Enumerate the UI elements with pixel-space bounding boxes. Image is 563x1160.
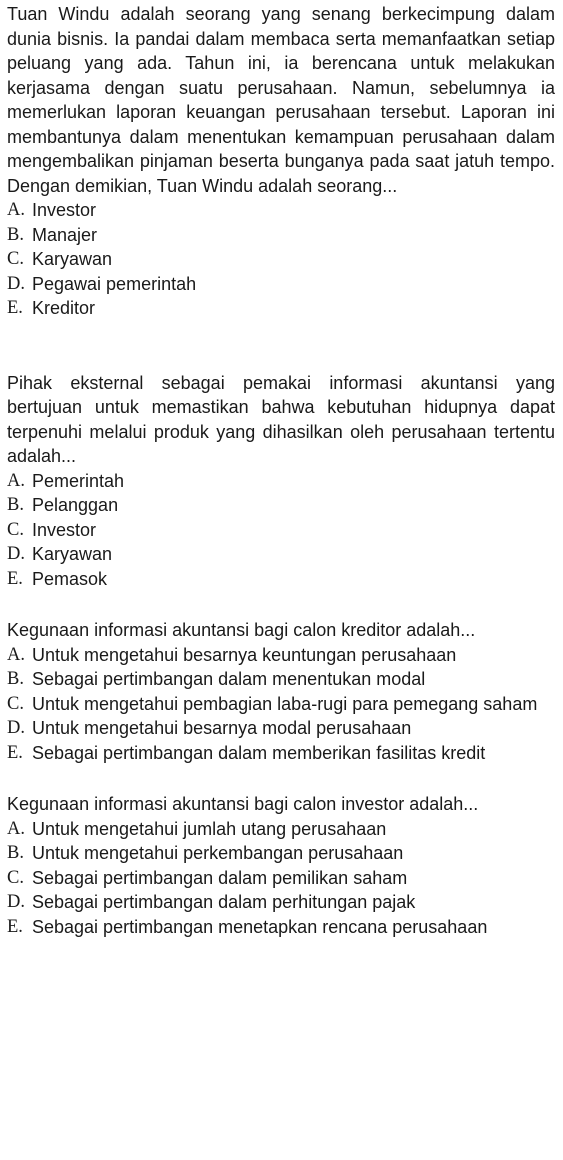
option-letter: E. <box>7 742 23 763</box>
option-letter: B. <box>7 224 24 245</box>
option-c <box>7 247 555 272</box>
option-c <box>7 518 555 543</box>
option-letter: B. <box>7 669 24 689</box>
option-e <box>7 915 555 940</box>
option-a <box>7 817 555 842</box>
option-text: Investor <box>32 200 97 220</box>
question-3 <box>7 616 555 765</box>
question-1 <box>7 0 555 321</box>
option-letter: D. <box>7 544 25 564</box>
option-text: Untuk mengetahui jumlah utang perusahaan <box>32 818 387 839</box>
option-a <box>7 198 555 223</box>
option-e <box>7 296 555 321</box>
option-text: Sebagai pertimbangan dalam memberikan fasilitas kredit <box>32 742 486 763</box>
question-separator <box>0 591 563 616</box>
option-e <box>7 567 555 592</box>
option-letter: E. <box>7 298 23 318</box>
option-text: Pemerintah <box>32 470 125 491</box>
question-separator <box>0 321 563 369</box>
option-c <box>7 692 555 717</box>
option-b <box>7 841 555 866</box>
option-letter: A. <box>7 644 25 665</box>
option-list <box>7 469 555 592</box>
option-text: Untuk mengetahui besarnya modal perusahaan <box>32 718 412 738</box>
question-separator <box>0 765 563 790</box>
option-letter: D. <box>7 892 25 912</box>
option-text: Pegawai pemerintah <box>32 273 197 294</box>
option-c <box>7 866 555 891</box>
option-list <box>7 643 555 766</box>
option-letter: C. <box>7 249 24 269</box>
option-text: Pelanggan <box>32 495 119 515</box>
option-text: Manajer <box>32 224 98 245</box>
option-e <box>7 741 555 766</box>
option-text: Karyawan <box>32 544 113 564</box>
question-stem: Kegunaan informasi akuntansi bagi calon kreditor adalah... <box>7 620 476 640</box>
option-text: Sebagai pertimbangan dalam perhitungan pajak <box>32 892 416 912</box>
option-letter: C. <box>7 867 24 888</box>
option-d <box>7 890 555 915</box>
option-letter: A. <box>7 200 25 220</box>
option-b <box>7 223 555 248</box>
option-list <box>7 198 555 321</box>
option-text: Untuk mengetahui pembagian laba-rugi para pemegang saham <box>32 693 538 714</box>
option-a <box>7 469 555 494</box>
option-letter: D. <box>7 718 25 738</box>
option-text: Sebagai pertimbangan menetapkan rencana perusahaan <box>32 916 488 937</box>
option-text: Untuk mengetahui besarnya keuntungan perusahaan <box>32 644 457 665</box>
option-letter: B. <box>7 843 24 863</box>
option-letter: C. <box>7 519 24 540</box>
option-text: Karyawan <box>32 249 113 269</box>
question-2 <box>7 369 555 592</box>
option-d <box>7 716 555 741</box>
option-letter: B. <box>7 495 24 515</box>
option-list <box>7 817 555 940</box>
option-letter: E. <box>7 916 23 937</box>
question-4 <box>7 790 555 939</box>
option-letter: A. <box>7 470 25 491</box>
option-d <box>7 272 555 297</box>
option-b <box>7 667 555 692</box>
option-text: Sebagai pertimbangan dalam menentukan modal <box>32 669 426 689</box>
option-letter: C. <box>7 693 24 714</box>
question-stem: Tuan Windu adalah seorang yang senang berkecimpung dalam dunia bisnis. Ia pandai dalam membaca serta memanfaatkan setiap peluang yang ada. Tahun ini, ia berencana untuk melakukan kerjasama dengan suatu perusahaan. Namun, sebelumnya ia memerlukan laporan keuangan perusahaan tersebut. Laporan ini membantunya dalam menentukan kemampuan perusahaan dalam mengembalikan pinjaman beserta bunganya pada saat jatuh tempo. Dengan demikian, Tuan Windu adalah seorang... <box>7 4 555 196</box>
option-text: Sebagai pertimbangan dalam pemilikan saham <box>32 867 408 888</box>
question-stem: Pihak eksternal sebagai pemakai informasi akuntansi yang bertujuan untuk memastikan bahwa kebutuhan hidupnya dapat terpenuhi melalui produk yang dihasilkan oleh perusahaan tertentu adalah... <box>7 372 555 466</box>
option-letter: D. <box>7 273 25 294</box>
option-a <box>7 643 555 668</box>
option-text: Untuk mengetahui perkembangan perusahaan <box>32 843 404 863</box>
option-letter: A. <box>7 818 25 839</box>
option-text: Pemasok <box>32 568 108 589</box>
option-b <box>7 493 555 518</box>
option-d <box>7 542 555 567</box>
option-text: Investor <box>32 519 97 540</box>
option-text: Kreditor <box>32 298 96 318</box>
question-stem: Kegunaan informasi akuntansi bagi calon investor adalah... <box>7 794 479 814</box>
option-letter: E. <box>7 568 23 589</box>
